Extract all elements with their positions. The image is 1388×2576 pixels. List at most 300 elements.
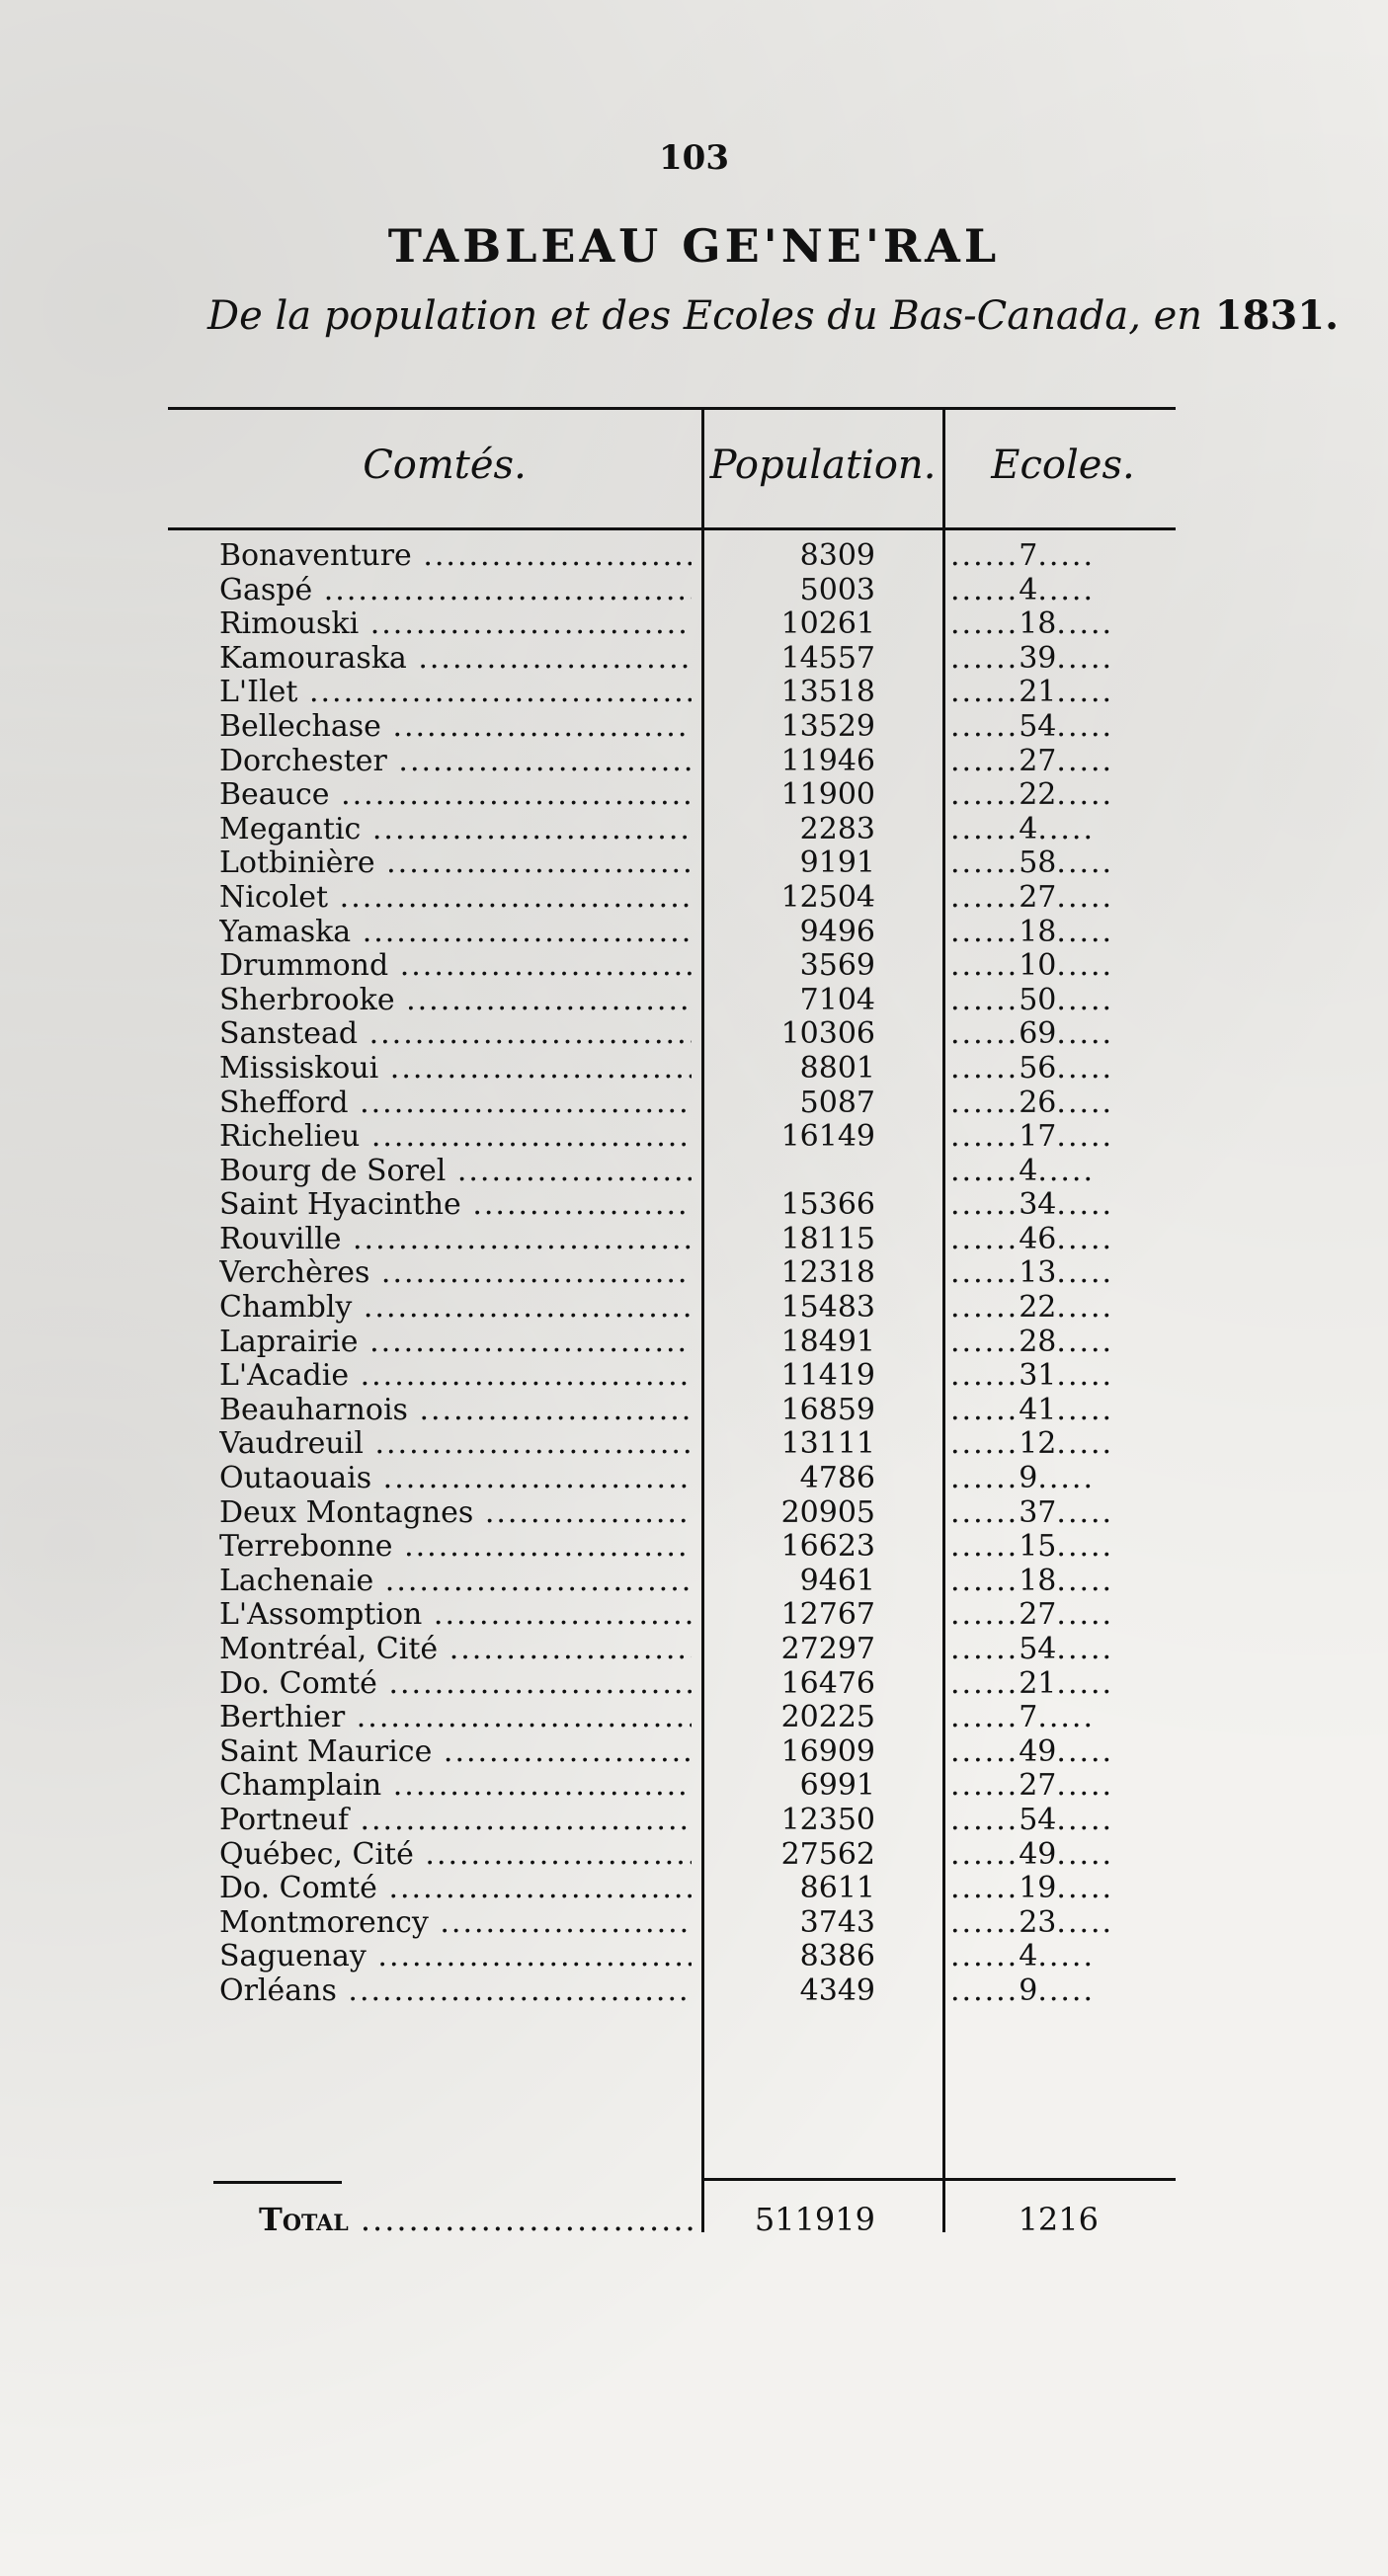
leader-dots: .....	[1056, 1803, 1114, 1837]
table-row	[0, 1052, 1388, 1087]
table-row	[0, 676, 1388, 710]
table-row	[0, 1256, 1388, 1291]
comte-name: Laprairie .....	[219, 1326, 692, 1359]
population-value: 8386	[799, 1939, 875, 1974]
population-value: 18115	[780, 1221, 875, 1256]
population-value: 9191	[799, 845, 875, 881]
population-value: 14557	[780, 640, 875, 676]
population-value: 16623	[780, 1529, 875, 1565]
population-value: 6991	[799, 1768, 875, 1804]
population-value: 9496	[799, 914, 875, 949]
comte-name: Drummond .....	[219, 949, 692, 983]
comte-name: Lotbinière .....	[219, 846, 692, 880]
total-rule	[701, 2178, 1176, 2181]
ecoles-value: 46	[1019, 1222, 1057, 1256]
ecoles-value: 56	[1019, 1051, 1057, 1086]
leader-dots: ......	[950, 1188, 1020, 1223]
ecoles-cell	[950, 1188, 1176, 1222]
comte-name: Bellechase .....	[219, 710, 692, 744]
leader-dots: .....	[1056, 1564, 1114, 1598]
comte-name: Chambly .....	[219, 1291, 692, 1325]
ecoles-cell	[950, 1940, 1176, 1973]
ecoles-cell	[950, 1120, 1176, 1154]
ecoles-value: 7	[1019, 539, 1038, 573]
ecoles-cell	[950, 1974, 1176, 2008]
leader-dots: .....	[1056, 607, 1114, 642]
ecoles-cell	[950, 1496, 1176, 1530]
leader-dots: .....	[1056, 709, 1114, 744]
ecoles-cell	[950, 1394, 1176, 1427]
comte-name: Outaouais .....	[219, 1462, 692, 1495]
leader-dots: ......	[950, 949, 1020, 984]
leader-dots: ......	[950, 709, 1020, 744]
leader-dots: ......	[950, 1017, 1020, 1052]
population-value: 10306	[780, 1016, 875, 1052]
ecoles-value: 54	[1019, 1803, 1057, 1837]
leader-dots: .....	[1056, 1666, 1114, 1701]
table-row	[0, 642, 1388, 677]
leader-dots: ......	[950, 1734, 1020, 1769]
comte-name: Rimouski .....	[219, 607, 692, 641]
ecoles-value: 18	[1019, 915, 1057, 949]
comte-name: Kamouraska .....	[219, 642, 692, 676]
comte-name: Shefford .....	[219, 1087, 692, 1120]
table-row	[0, 1291, 1388, 1326]
population-value: 16859	[780, 1392, 875, 1427]
leader-dots: .....	[1056, 1769, 1114, 1804]
table-row	[0, 1906, 1388, 1941]
table-row	[0, 1838, 1388, 1873]
table-row	[0, 1530, 1388, 1565]
ecoles-value: 31	[1019, 1359, 1057, 1394]
header-population: Population.	[709, 443, 937, 488]
table-row	[0, 1974, 1388, 2009]
ecoles-cell	[950, 984, 1176, 1017]
population-value: 27562	[780, 1836, 875, 1872]
leader-dots: .....	[1037, 539, 1095, 573]
ecoles-value: 10	[1019, 949, 1057, 984]
table-row	[0, 1633, 1388, 1667]
leader-dots: ......	[950, 1393, 1020, 1427]
comte-name: Verchères .....	[219, 1256, 692, 1290]
ecoles-value: 22	[1019, 778, 1057, 813]
table-row	[0, 607, 1388, 642]
leader-dots: ......	[950, 1633, 1020, 1666]
table-row	[0, 1769, 1388, 1804]
leader-dots: .....	[1037, 1462, 1095, 1496]
comte-name: Berthier .....	[219, 1701, 692, 1734]
population-value: 16909	[780, 1733, 875, 1769]
ecoles-value: 21	[1019, 1666, 1057, 1701]
leader-dots: .....	[1056, 1325, 1114, 1359]
population-value: 15366	[780, 1187, 875, 1223]
comte-name: L'Acadie .....	[219, 1359, 692, 1393]
page-title: TABLEAU GE'NE'RAL	[387, 219, 1001, 273]
comte-name: Megantic .....	[219, 813, 692, 846]
ecoles-cell	[950, 1667, 1176, 1701]
population-value: 5003	[799, 572, 875, 607]
ecoles-cell	[950, 676, 1176, 709]
population-value: 18491	[780, 1324, 875, 1359]
ecoles-cell	[950, 1735, 1176, 1769]
ecoles-value: 9	[1019, 1462, 1038, 1496]
population-value: 15483	[780, 1290, 875, 1326]
leader-dots: ......	[950, 1462, 1020, 1496]
leader-dots: .....	[1056, 1734, 1114, 1769]
ecoles-cell	[950, 1701, 1176, 1734]
leader-dots: .....	[1056, 1222, 1114, 1256]
leader-dots: ......	[950, 744, 1020, 778]
table-row	[0, 778, 1388, 813]
population-value: 12504	[780, 879, 875, 915]
leader-dots: .....	[1056, 880, 1114, 915]
subtitle-year: 1831.	[1214, 292, 1340, 339]
ecoles-cell	[950, 949, 1176, 983]
table-row	[0, 1120, 1388, 1155]
ecoles-cell	[950, 607, 1176, 641]
population-value: 13111	[780, 1426, 875, 1462]
ecoles-cell	[950, 1326, 1176, 1359]
leader-dots: .....	[1056, 915, 1114, 949]
population-value: 7104	[799, 982, 875, 1017]
table-row	[0, 1087, 1388, 1121]
leader-dots: ......	[950, 1495, 1020, 1530]
leader-dots: .....	[1056, 1427, 1114, 1462]
ecoles-cell	[950, 710, 1176, 744]
comte-name: L'Ilet .....	[219, 676, 692, 709]
population-value: 9461	[799, 1563, 875, 1598]
total-left-rule	[213, 2181, 342, 2184]
leader-dots: ......	[950, 1222, 1020, 1256]
ecoles-cell	[950, 813, 1176, 846]
population-value: 11419	[780, 1358, 875, 1394]
table-row	[0, 1735, 1388, 1770]
leader-dots: .....	[1037, 812, 1095, 846]
leader-dots: ......	[950, 812, 1020, 846]
leader-dots: ......	[950, 778, 1020, 813]
subtitle-text: De la population et des Ecoles du Bas-Canada, en	[207, 293, 1203, 339]
ecoles-cell	[950, 1087, 1176, 1120]
comte-name: Lachenaie .....	[219, 1565, 692, 1598]
population-value: 11900	[780, 777, 875, 813]
leader-dots: ......	[950, 1837, 1020, 1872]
comte-name: Saint Hyacinthe .....	[219, 1188, 692, 1222]
table-row	[0, 881, 1388, 916]
leader-dots: ......	[950, 1325, 1020, 1359]
population-value: 12767	[780, 1597, 875, 1633]
table-row	[0, 813, 1388, 847]
leader-dots: .....	[1056, 1051, 1114, 1086]
table-row	[0, 710, 1388, 745]
ecoles-value: 9	[1019, 1973, 1038, 2008]
leader-dots: ......	[950, 1872, 1020, 1906]
comte-name: Portneuf .....	[219, 1804, 692, 1837]
table-top-rule	[168, 407, 1176, 410]
leader-dots: .....	[1056, 1633, 1114, 1666]
table-row	[0, 984, 1388, 1018]
ecoles-value: 12	[1019, 1427, 1057, 1462]
ecoles-value: 49	[1019, 1837, 1057, 1872]
table-row	[0, 949, 1388, 984]
leader-dots: .....	[1056, 1086, 1114, 1120]
table-row	[0, 846, 1388, 881]
comte-name: Terrebonne .....	[219, 1530, 692, 1564]
ecoles-cell	[950, 1462, 1176, 1495]
ecoles-cell	[950, 574, 1176, 607]
leader-dots: ......	[950, 607, 1020, 642]
population-value: 4786	[799, 1461, 875, 1496]
population-value: 8611	[799, 1871, 875, 1906]
table-row	[0, 1872, 1388, 1906]
comte-name: Champlain .....	[219, 1769, 692, 1803]
ecoles-cell	[950, 881, 1176, 915]
leader-dots: ......	[950, 1598, 1020, 1633]
leader-dots: ......	[950, 1701, 1020, 1735]
leader-dots: .....	[1056, 1188, 1114, 1223]
leader-dots: ......	[950, 880, 1020, 915]
comte-name: Vaudreuil .....	[219, 1427, 692, 1461]
population-value: 16476	[780, 1665, 875, 1701]
page-subtitle	[207, 292, 1340, 339]
ecoles-value: 41	[1019, 1393, 1057, 1427]
ecoles-value: 54	[1019, 1633, 1057, 1666]
ecoles-cell	[950, 1769, 1176, 1803]
population-value: 5087	[799, 1085, 875, 1120]
ecoles-value: 21	[1019, 676, 1057, 710]
leader-dots: ......	[950, 573, 1020, 607]
leader-dots: ......	[950, 1051, 1020, 1086]
leader-dots: ......	[950, 1973, 1020, 2008]
population-value: 11946	[780, 743, 875, 778]
ecoles-value: 15	[1019, 1530, 1057, 1565]
population-value: 20905	[780, 1494, 875, 1530]
population-value: 3743	[799, 1904, 875, 1940]
comte-name: Dorchester .....	[219, 745, 692, 778]
ecoles-cell	[950, 1872, 1176, 1905]
comte-name: Deux Montagnes .....	[219, 1496, 692, 1530]
ecoles-cell	[950, 1838, 1176, 1872]
leader-dots: ......	[950, 1291, 1020, 1326]
ecoles-value: 18	[1019, 607, 1057, 642]
leader-dots: .....	[1056, 1495, 1114, 1530]
ecoles-cell	[950, 1633, 1176, 1666]
ecoles-value: 37	[1019, 1495, 1057, 1530]
comte-name: Do. Comté .....	[219, 1667, 692, 1701]
comte-name: Sanstead .....	[219, 1017, 692, 1051]
population-value: 13518	[780, 675, 875, 710]
ecoles-value: 19	[1019, 1872, 1057, 1906]
table-row	[0, 574, 1388, 608]
ecoles-value: 13	[1019, 1256, 1057, 1291]
table-row	[0, 1940, 1388, 1974]
ecoles-cell	[950, 1017, 1176, 1051]
ecoles-value: 4	[1019, 573, 1038, 607]
comte-name: Montréal, Cité .....	[219, 1633, 692, 1666]
leader-dots: ......	[950, 539, 1020, 573]
population-value: 8801	[799, 1050, 875, 1086]
ecoles-cell	[950, 1427, 1176, 1461]
table-row	[0, 1462, 1388, 1496]
comte-name: Beauce .....	[219, 778, 692, 812]
leader-dots: .....	[1037, 1940, 1095, 1974]
leader-dots: .....	[1056, 641, 1114, 676]
ecoles-value: 17	[1019, 1120, 1057, 1155]
ecoles-value: 49	[1019, 1734, 1057, 1769]
population-value: 13529	[780, 708, 875, 744]
table-row	[0, 1667, 1388, 1702]
population-value: 27297	[780, 1632, 875, 1666]
comte-name: Nicolet .....	[219, 881, 692, 915]
total-label: Total .....	[259, 2201, 694, 2238]
population-value: 12318	[780, 1255, 875, 1291]
ecoles-cell	[950, 778, 1176, 812]
ecoles-value: 27	[1019, 744, 1057, 778]
comte-name: Sherbrooke .....	[219, 984, 692, 1017]
ecoles-value: 23	[1019, 1905, 1057, 1940]
leader-dots: ......	[950, 1905, 1020, 1940]
population-value: 10261	[780, 606, 875, 642]
comte-name: Gaspé .....	[219, 574, 692, 607]
leader-dots: ......	[950, 1803, 1020, 1837]
ecoles-value: 18	[1019, 1564, 1057, 1598]
table-row	[0, 1394, 1388, 1428]
ecoles-value: 27	[1019, 880, 1057, 915]
leader-dots: .....	[1037, 1973, 1095, 2008]
table-row	[0, 539, 1388, 574]
comte-name: Rouville .....	[219, 1223, 692, 1256]
leader-dots: .....	[1056, 1837, 1114, 1872]
comte-name: Do. Comté .....	[219, 1872, 692, 1905]
ecoles-value: 27	[1019, 1769, 1057, 1804]
table-row	[0, 1496, 1388, 1531]
population-value: 4349	[799, 1972, 875, 2008]
header-comtes: Comtés.	[363, 443, 527, 488]
ecoles-cell	[950, 539, 1176, 573]
ecoles-cell	[950, 1256, 1176, 1290]
leader-dots: .....	[1056, 983, 1114, 1017]
leader-dots: ......	[950, 983, 1020, 1017]
ecoles-cell	[950, 916, 1176, 949]
leader-dots: ......	[950, 1427, 1020, 1462]
ecoles-cell	[950, 1804, 1176, 1837]
leader-dots: ......	[950, 1940, 1020, 1974]
ecoles-value: 7	[1019, 1701, 1038, 1735]
leader-dots: .....	[1056, 1872, 1114, 1906]
ecoles-value: 69	[1019, 1017, 1057, 1052]
ecoles-cell	[950, 1598, 1176, 1632]
leader-dots: .....	[1056, 1120, 1114, 1155]
table-body	[0, 539, 1388, 2009]
leader-dots: ......	[950, 846, 1020, 881]
leader-dots: .....	[1056, 744, 1114, 778]
table-row	[0, 1359, 1388, 1394]
leader-dots: ......	[950, 1769, 1020, 1804]
leader-dots: .....	[1037, 1701, 1095, 1735]
table-row	[0, 1223, 1388, 1257]
comte-name: Saguenay .....	[219, 1940, 692, 1973]
total-ecoles: 1216	[1018, 2201, 1099, 2238]
comte-name: L'Assomption .....	[219, 1598, 692, 1632]
table-row	[0, 1017, 1388, 1052]
leader-dots: .....	[1056, 1598, 1114, 1633]
ecoles-value: 27	[1019, 1598, 1057, 1633]
table-row	[0, 1427, 1388, 1462]
leader-dots: .....	[1056, 676, 1114, 710]
leader-dots: .....	[1056, 1359, 1114, 1394]
leader-dots: ......	[950, 1359, 1020, 1394]
leader-dots: .....	[1056, 778, 1114, 813]
table-row	[0, 916, 1388, 950]
table-row	[0, 1326, 1388, 1360]
leader-dots: .....	[1056, 1905, 1114, 1940]
leader-dots: ......	[950, 1530, 1020, 1565]
leader-dots: ......	[950, 676, 1020, 710]
ecoles-value: 26	[1019, 1086, 1057, 1120]
ecoles-cell	[950, 1906, 1176, 1940]
table-row	[0, 1701, 1388, 1735]
ecoles-cell	[950, 745, 1176, 778]
comte-name: Bourg de Sorel .....	[219, 1155, 692, 1188]
table-row	[0, 1598, 1388, 1633]
leader-dots: ......	[950, 1154, 1020, 1188]
ecoles-cell	[950, 642, 1176, 676]
ecoles-value: 22	[1019, 1291, 1057, 1326]
table-row	[0, 1565, 1388, 1599]
leader-dots: ......	[950, 1120, 1020, 1155]
ecoles-cell	[950, 1359, 1176, 1393]
ecoles-cell	[950, 1291, 1176, 1325]
table-row	[0, 1155, 1388, 1189]
leader-dots: .....	[1037, 1154, 1095, 1188]
header-bottom-rule	[168, 527, 1176, 530]
ecoles-value: 50	[1019, 983, 1057, 1017]
leader-dots: ......	[950, 1666, 1020, 1701]
leader-dots: ......	[950, 1564, 1020, 1598]
leader-dots: .....	[1056, 1291, 1114, 1326]
population-value: 8309	[799, 538, 875, 573]
ecoles-cell	[950, 1530, 1176, 1564]
table-row	[0, 1188, 1388, 1223]
population-value: 3569	[799, 948, 875, 984]
population-value: 16149	[780, 1119, 875, 1155]
comte-name: Orléans .....	[219, 1974, 692, 2008]
ecoles-value: 39	[1019, 641, 1057, 676]
comte-name: Bonaventure .....	[219, 539, 692, 573]
page-number: 103	[659, 138, 729, 178]
leader-dots: .....	[1056, 1256, 1114, 1291]
comte-name: Missiskoui .....	[219, 1052, 692, 1086]
population-value: 12350	[780, 1802, 875, 1837]
leader-dots: .....	[1056, 1393, 1114, 1427]
ecoles-value: 4	[1019, 1940, 1038, 1974]
table-row	[0, 745, 1388, 779]
leader-dots: ......	[950, 1086, 1020, 1120]
leader-dots: ......	[950, 641, 1020, 676]
leader-dots: .....	[1056, 1017, 1114, 1052]
total-population: 511919	[754, 2201, 875, 2238]
comte-name: Saint Maurice .....	[219, 1735, 692, 1769]
leader-dots: .....	[1056, 846, 1114, 881]
leader-dots: ......	[950, 915, 1020, 949]
leader-dots: .....	[1056, 1530, 1114, 1565]
comte-name: Beauharnois .....	[219, 1394, 692, 1427]
leader-dots: .....	[1037, 573, 1095, 607]
ecoles-value: 34	[1019, 1188, 1057, 1223]
leader-dots: .....	[1056, 949, 1114, 984]
leader-dots: ......	[950, 1256, 1020, 1291]
ecoles-cell	[950, 1052, 1176, 1086]
table-row	[0, 1804, 1388, 1838]
